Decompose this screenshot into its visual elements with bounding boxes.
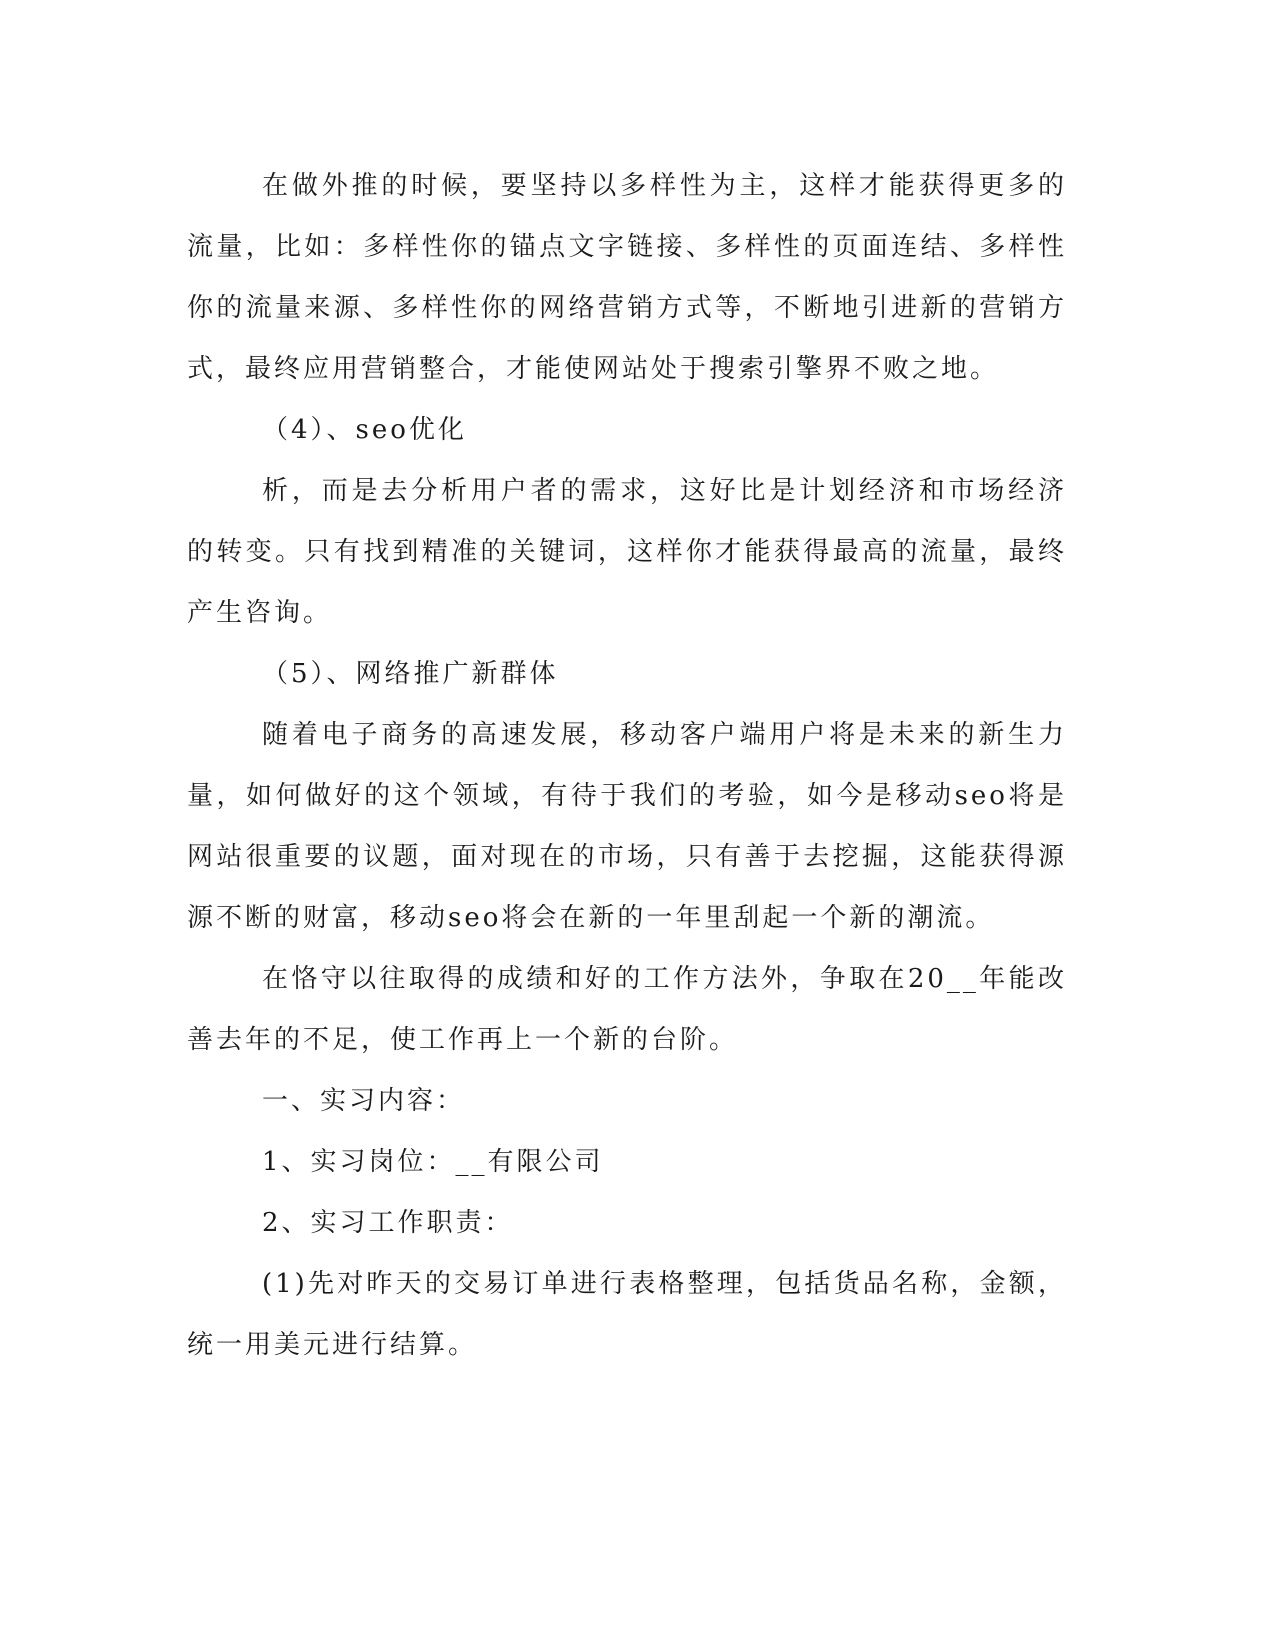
document-page — [187, 156, 1067, 1376]
heading-internship-content: 一、实习内容： — [262, 1086, 466, 1116]
paragraph-order-sorting: (1)先对昨天的交易订单进行表格整理，包括货品名称，金额，统一用美元进行结算。 — [187, 1269, 1067, 1360]
heading-seo-optimization: （4）、seo优化 — [262, 415, 467, 445]
item-internship-duties: 2、实习工作职责： — [262, 1208, 514, 1238]
paragraph-mobile-seo: 随着电子商务的高速发展，移动客户端用户将是未来的新生力量，如何做好的这个领域，有待于我们的考验，如今是移动seo将是网站很重要的议题，面对现在的市场，只有善于去挖掘，这能获得源源不断的财富，移动seo将会在新的一年里刮起一个新的潮流。 — [187, 720, 1067, 933]
paragraph-user-needs: 析，而是去分析用户者的需求，这好比是计划经济和市场经济的转变。只有找到精准的关键词，这样你才能获得最高的流量，最终产生咨询。 — [187, 476, 1067, 628]
heading-new-promotion-group: （5）、网络推广新群体 — [262, 659, 559, 689]
paragraph-outreach-diversity: 在做外推的时候，要坚持以多样性为主，这样才能获得更多的流量，比如：多样性你的锚点文字链接、多样性的页面连结、多样性你的流量来源、多样性你的网络营销方式等，不断地引进新的营销方式，最终应用营销整合，才能使网站处于搜索引擎界不败之地。 — [187, 171, 1067, 384]
paragraph-improvement-goal: 在恪守以往取得的成绩和好的工作方法外，争取在20__年能改善去年的不足，使工作再上一个新的台阶。 — [187, 964, 1067, 1055]
item-internship-position: 1、实习岗位：__有限公司 — [262, 1147, 604, 1177]
